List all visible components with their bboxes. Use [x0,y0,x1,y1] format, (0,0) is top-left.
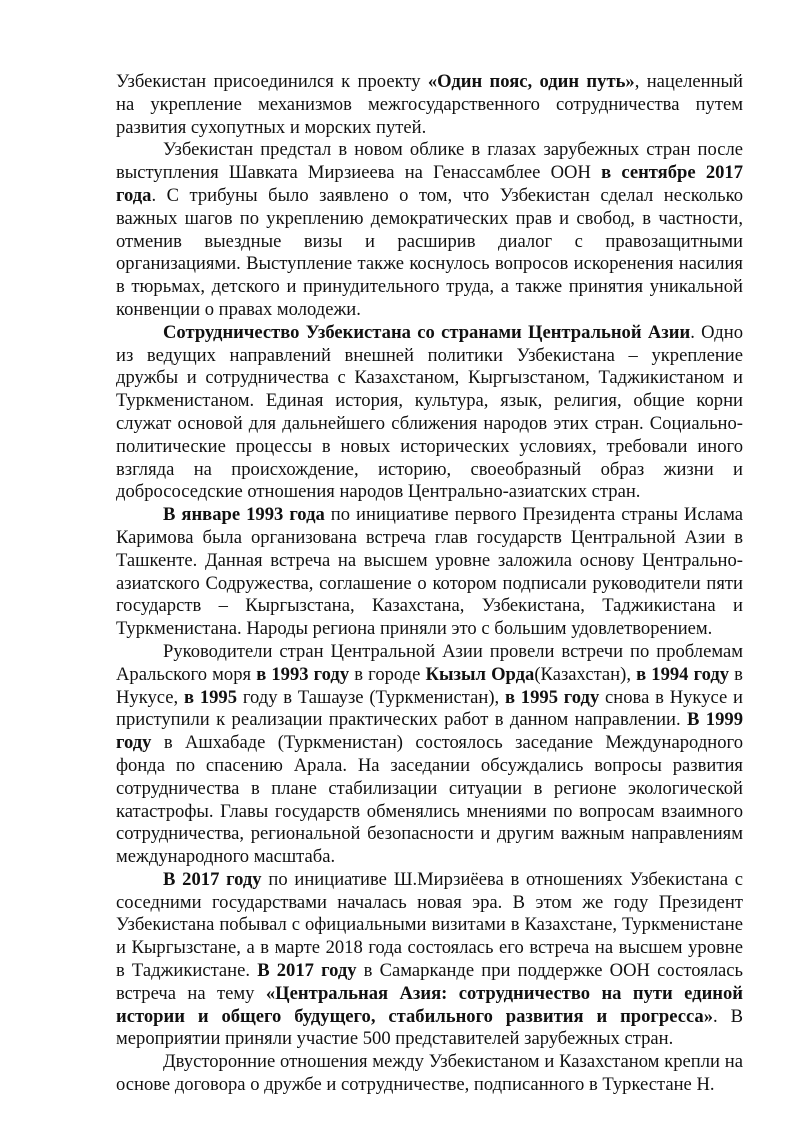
text-run: , нацеленный на укрепление механизмов межгосударственного сотрудничества путем развития сухопутных и морских путей. [116,71,743,138]
text-run: Двусторонние отношения между Узбекистаном и Казахстаном крепли на основе договора о дружбе и сотрудничестве, подписанного в Туркестане Н. [116,1051,743,1096]
body-paragraph [116,869,743,1051]
bold-text-run: В 1999 году [116,709,743,754]
text-run: по инициативе первого Президента страны Ислама Каримова была организована встреча глав государств Центральной Азии в Ташкенте. Данная встреча на высшем уровне заложила основу Центрально-азиатского Содружества, соглашение о котором подписали руководители пяти государств – Кыргызстана, Казахстана, Узбекистана, Таджикистана и Туркменистана. Народы региона приняли это с большим удовлетворением. [116,504,744,640]
bold-text-run: в 1994 году [636,663,730,685]
bold-text-run: «Центральная Азия: сотрудничество на пути единой истории и общего будущего, стабильного развития и прогресса» [116,982,744,1027]
bold-text-run: в 1995 [183,686,238,708]
body-paragraph [116,1051,743,1097]
bold-text-run: В январе 1993 года [163,504,325,526]
body-paragraph [116,504,743,641]
text-run: . В мероприятии приняли участие 500 представителей зарубежных стран. [116,1005,743,1050]
bold-text-run: Кызыл Орда [425,663,535,685]
text-run: Руководители стран Центральной Азии провели встречи по проблемам Аральского моря [116,640,743,685]
text-run: снова в Нукусе и приступили к реализации практических работ в данном направлении. [116,686,743,731]
text-run: по инициативе Ш.Мирзиёева в отношениях Узбекистана с соседними государствами началась новая эра. В этом же году Президент Узбекистана побывал с официальными визитами в Казахстане, Туркменистане и Кыргызстане, а в марте 2018 года состоялась его встреча на высшем уровне в Таджикистане. [116,868,743,982]
text-run: . С трибуны было заявлено о том, что Узбекистан сделал несколько важных шагов по укреплению демократических прав и свобод, в частности, отменив выездные визы и расширив диалог с правозащитными организациями. Выступление также коснулось вопросов искоренения насилия в тюрьмах, детского и принудительного труда, а также принятия уникальной конвенции о правах молодежи. [116,184,743,320]
body-paragraph [116,139,743,321]
text-run: . Одно из ведущих направлений внешней политики Узбекистана – укрепление дружбы и сотрудничества с Казахстаном, Кыргызстаном, Таджикистаном и Туркменистаном. Единая история, культура, язык, религия, общие корни служат основой для дальнейшего сближения народов этих стран. Социально-политические процессы в новых исторических условиях, требовали иного взгляда на происхождение, историю, своеобразный образ жизни и добрососедские отношения народов Центрально-азиатских стран. [116,321,744,503]
text-run: Узбекистан предстал в новом облике в глазах зарубежных стран после выступления Шавката Мирзиеева на Генассамблее ООН [116,139,743,184]
bold-text-run: В 2017 году [163,868,262,890]
text-run: в Нукусе, [116,663,743,708]
document-page [116,71,743,1097]
bold-text-run: в 1993 году [256,663,350,685]
bold-text-run: В 2017 году [257,960,357,982]
text-run: в Ашхабаде (Туркменистан) состоялось заседание Международного фонда по спасению Арала. На заседании обсуждались вопросы развития сотрудничества в плане стабилизации ситуации в регионе экологической катастрофы. Главы государств обменялись мнениями по вопросам взаимного сотрудничества, региональной безопасности и другим важным направлениям международного масштаба. [116,732,743,868]
body-paragraph [116,322,743,504]
text-run: в Самарканде при поддержке ООН состоялась встреча на тему [116,960,743,1004]
text-run: Узбекистан присоединился к проекту [116,71,428,92]
text-run: году в Ташаузе (Туркменистан), [237,686,505,708]
bold-text-run: в 1995 году [504,686,600,708]
bold-text-run: Сотрудничество Узбекистана со странами Центральной Азии [163,321,691,343]
body-paragraph [116,641,743,869]
bold-text-run: «Один пояс, один путь» [427,71,635,92]
text-run: в городе [349,663,426,685]
body-paragraph [116,71,743,139]
text-run: (Казахстан), [534,663,637,685]
bold-text-run: в сентябре 2017 года [116,162,744,206]
